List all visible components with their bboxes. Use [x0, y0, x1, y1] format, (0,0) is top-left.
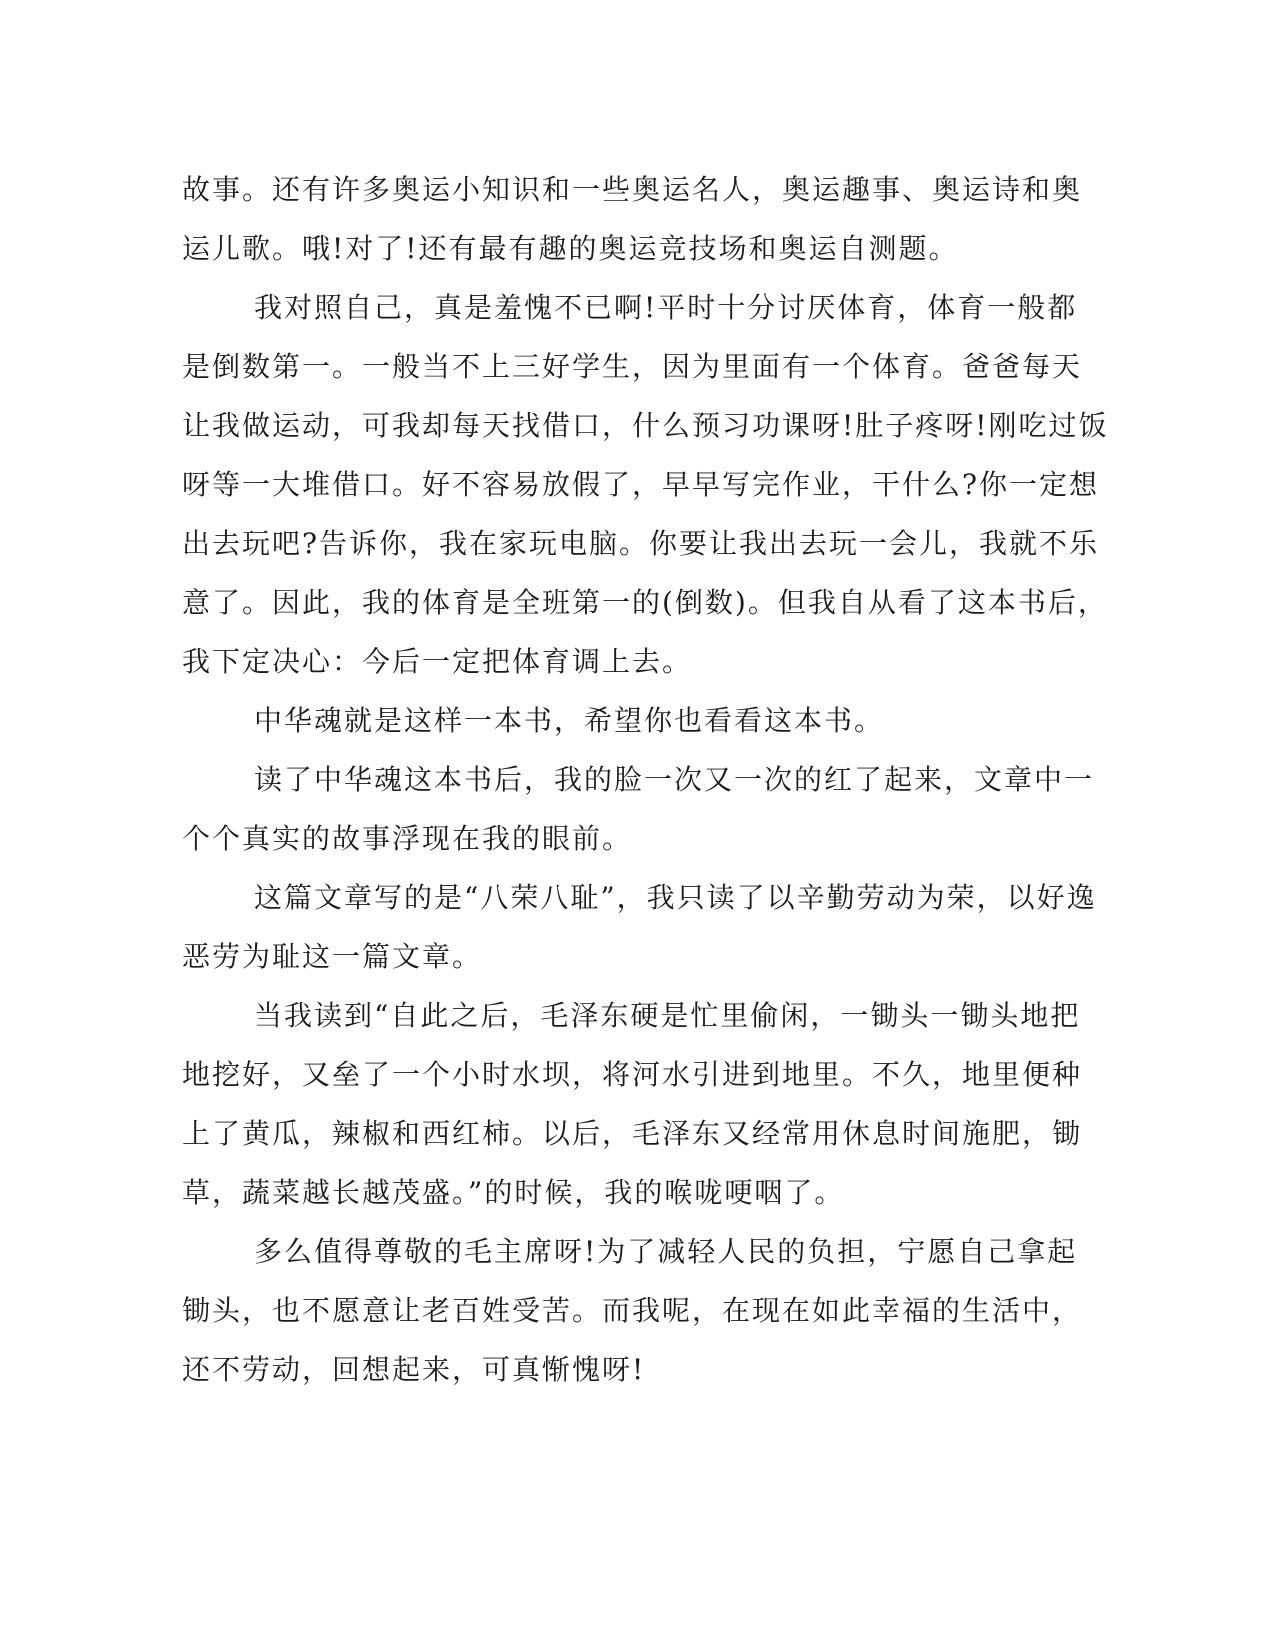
paragraph: [182, 750, 1095, 868]
text-line: 个个真实的故事浮现在我的眼前。: [182, 822, 633, 855]
text-line: 还不劳动，回想起来，可真惭愧呀!: [182, 1353, 646, 1386]
text-line: 多么值得尊敬的毛主席呀!为了减轻人民的负担，宁愿自己拿起: [254, 1235, 1078, 1268]
text-line: 恶劳为耻这一篇文章。: [182, 940, 483, 973]
text-line: 运儿歌。哦!对了!还有最有趣的奥运竞技场和奥运自测题。: [182, 232, 959, 265]
text-line: 呀等一大堆借口。好不容易放假了，早早写完作业，干什么?你一定想: [182, 468, 1100, 501]
text-line: 锄头，也不愿意让老百姓受苦。而我呢，在现在如此幸福的生活中，: [182, 1294, 1083, 1327]
text-line: 故事。还有许多奥运小知识和一些奥运名人，奥运趣事、奥运诗和奥: [182, 173, 1083, 206]
paragraph: [182, 1222, 1083, 1399]
text-line: 当我读到“自此之后，毛泽东硬是忙里偷闲，一锄头一锄头地把: [254, 999, 1081, 1032]
text-line: 让我做运动，可我却每天找借口，什么预习功课呀!肚子疼呀!刚吃过饭: [182, 409, 1109, 442]
text-line: 意了。因此，我的体育是全班第一的(倒数)。但我自从看了这本书后，: [182, 586, 1108, 619]
paragraph: [182, 986, 1083, 1222]
text-line: 我下定决心：今后一定把体育调上去。: [182, 645, 693, 678]
text-line: 是倒数第一。一般当不上三好学生，因为里面有一个体育。爸爸每天: [182, 350, 1083, 383]
paragraph: [182, 160, 1083, 278]
text-line: 草，蔬菜越长越茂盛。”的时候，我的喉咙哽咽了。: [182, 1176, 845, 1209]
text-line: 读了中华魂这本书后，我的脸一次又一次的红了起来，文章中一: [254, 763, 1095, 796]
paragraph: [182, 868, 1097, 986]
document-body: [182, 160, 1109, 1399]
text-line: 中华魂就是这样一本书，希望你也看看这本书。: [254, 704, 885, 737]
text-line: 这篇文章写的是“八荣八耻”，我只读了以辛勤劳动为荣，以好逸: [254, 881, 1097, 914]
text-line: 地挖好，又垒了一个小时水坝，将河水引进到地里。不久，地里便种: [182, 1058, 1083, 1091]
paragraph: [182, 278, 1109, 691]
text-line: 出去玩吧?告诉你，我在家玩电脑。你要让我出去玩一会儿，我就不乐: [182, 527, 1100, 560]
paragraph: [182, 691, 1042, 750]
text-line: 我对照自己，真是羞愧不已啊!平时十分讨厌体育，体育一般都: [254, 291, 1078, 324]
text-line: 上了黄瓜，辣椒和西红柿。以后，毛泽东又经常用休息时间施肥，锄: [182, 1117, 1083, 1150]
